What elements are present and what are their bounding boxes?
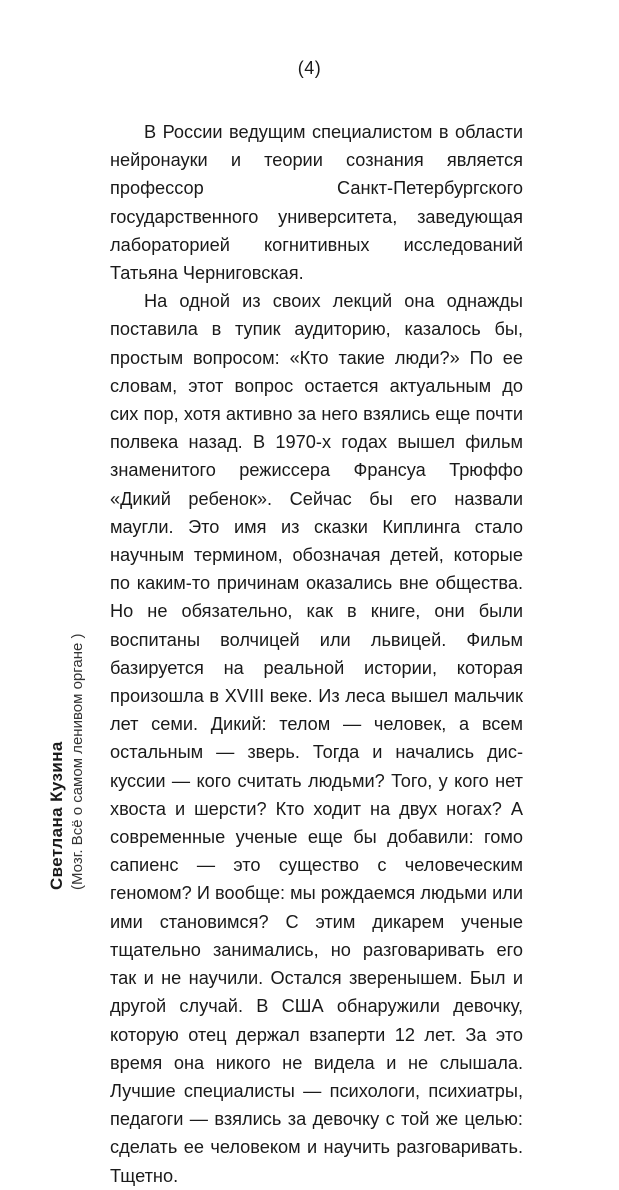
paragraph-1: В России ведущим специалистом в области нейронауки и теории сознания является профессор Санкт-Петербургского государственного университета, заведующая лабораторией когнитивных исследований Татьяна Черниговская. <box>110 122 523 284</box>
book-author: Светлана Кузина <box>47 741 66 890</box>
page-number: (4) <box>297 58 322 78</box>
paragraph-2: На одной из своих лекций она однажды поставила в тупик аудиторию, казалось бы, простым вопросом: «Кто такие люди?» По ее словам, этот вопрос остается актуальным до сих пор, хотя активно за него взялись еще почти полвека назад. В 1970-х годах вышел фильм знаменитого режиссера Франсуа Трюффо «Дикий ребенок». Сейчас бы его назвали маугли. Это имя из сказки Киплинга стало научным термином, обозначая детей, которые по каким-то причинам оказались вне общества. Но не обязательно, как в книге, они были воспитаны волчицей или львицей. Фильм базируется на реальной истории, которая произошла в XVIII веке. Из леса вышел мальчик лет семи. Дикий: телом — человек, а всем остальным — зверь. Тогда и начались дискуссии — кого считать людьми? Того, у кого нет хвоста и шерсти? Кто ходит на двух ногах? А современные ученые еще бы добавили: гомо сапиенс — это существо с человеческим геномом? И вообще: мы рождаемся людьми или ими становимся? С этим дикарем ученые тщательно занимались, но разговаривать его так и не научили. Остался зверенышем. Был и другой случай. В США обнаружили девочку, которую отец держал взаперти 12 лет. За это время она никого не видела и не слышала. Лучшие специалисты — психологи, психиатры, педагоги — взялись за девочку с той же целью: сделать ее человеком и научить разговаривать. Тщетно. <box>110 291 523 1186</box>
book-title: (Мозг. Всё о самом ленивом органе ) <box>69 633 86 890</box>
running-head-vertical <box>46 600 106 890</box>
body-text <box>110 118 523 1190</box>
